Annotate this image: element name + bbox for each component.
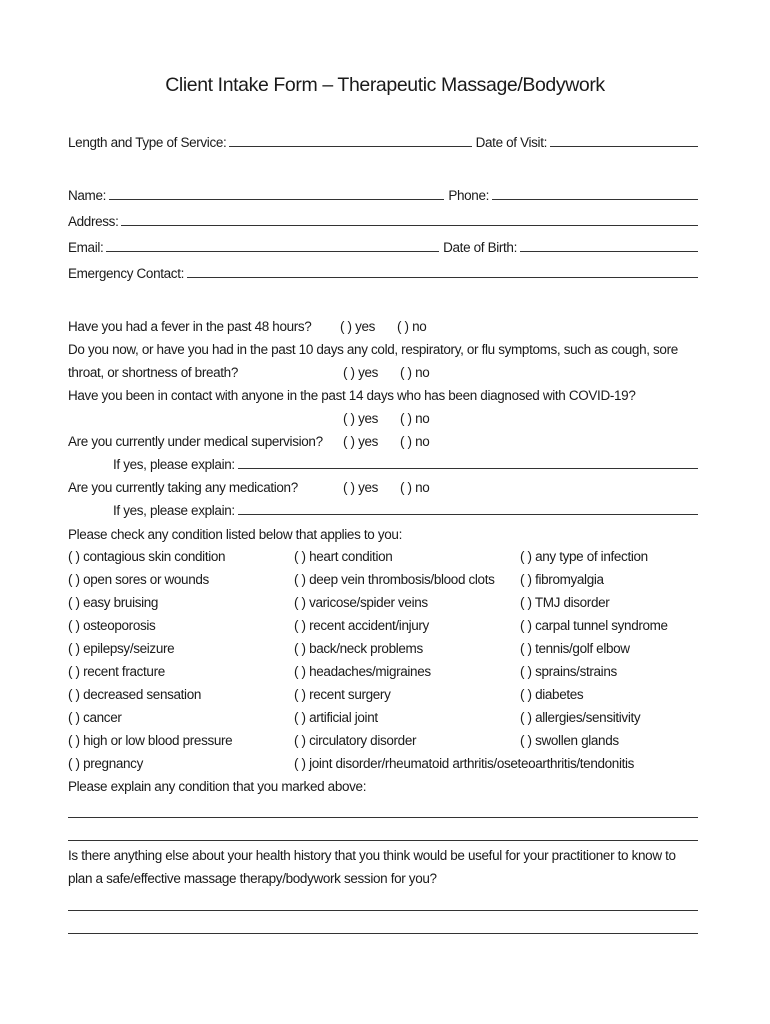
condition-item[interactable]: ( ) recent fracture bbox=[68, 664, 165, 679]
service-field[interactable] bbox=[229, 134, 471, 147]
supervision-question: Are you currently under medical supervision? bbox=[68, 434, 323, 449]
fever-question: Have you had a fever in the past 48 hours? bbox=[68, 319, 312, 334]
condition-item[interactable]: ( ) decreased sensation bbox=[68, 687, 202, 702]
condition-item[interactable]: ( ) back/neck problems bbox=[294, 641, 423, 656]
medication-explain-label: If yes, please explain: bbox=[113, 503, 235, 518]
fever-yes-option[interactable]: ( ) yes bbox=[340, 319, 376, 334]
emergency-field[interactable] bbox=[187, 265, 698, 278]
condition-item[interactable]: ( ) swollen glands bbox=[520, 733, 619, 748]
condition-item[interactable]: ( ) joint disorder/rheumatoid arthritis/oseteoarthritis/tendonitis bbox=[294, 756, 635, 771]
symptoms-question-cont: throat, or shortness of breath? bbox=[68, 365, 239, 380]
condition-item[interactable]: ( ) fibromyalgia bbox=[520, 572, 604, 587]
condition-item[interactable]: ( ) contagious skin condition bbox=[68, 549, 226, 564]
name-field[interactable] bbox=[109, 187, 444, 200]
dob-field[interactable] bbox=[520, 239, 698, 252]
address-row bbox=[68, 213, 698, 229]
phone-field[interactable] bbox=[492, 187, 698, 200]
symptoms-yes-option[interactable]: ( ) yes bbox=[343, 365, 379, 380]
health-history-line-2[interactable] bbox=[68, 933, 698, 934]
covid-no-option[interactable]: ( ) no bbox=[400, 411, 430, 426]
covid-yes-option[interactable]: ( ) yes bbox=[343, 411, 379, 426]
service-row bbox=[68, 134, 698, 150]
condition-item[interactable]: ( ) pregnancy bbox=[68, 756, 143, 771]
condition-item[interactable]: ( ) easy bruising bbox=[68, 595, 159, 610]
name-label: Name: bbox=[68, 188, 107, 203]
condition-item[interactable]: ( ) carpal tunnel syndrome bbox=[520, 618, 668, 633]
visit-date-field[interactable] bbox=[550, 134, 698, 147]
medication-explain-row bbox=[113, 502, 698, 518]
explain-conditions-line-2[interactable] bbox=[68, 840, 698, 841]
condition-item[interactable]: ( ) epilepsy/seizure bbox=[68, 641, 175, 656]
medication-explain-field[interactable] bbox=[238, 502, 698, 515]
health-history-line-1[interactable] bbox=[68, 910, 698, 911]
email-field[interactable] bbox=[106, 239, 439, 252]
email-row bbox=[68, 239, 698, 255]
condition-item[interactable]: ( ) headaches/migraines bbox=[294, 664, 431, 679]
condition-item[interactable]: ( ) sprains/strains bbox=[520, 664, 617, 679]
visit-date-label: Date of Visit: bbox=[475, 135, 547, 150]
medication-no-option[interactable]: ( ) no bbox=[400, 480, 430, 495]
supervision-no-option[interactable]: ( ) no bbox=[400, 434, 430, 449]
email-label: Email: bbox=[68, 240, 104, 255]
health-history-prompt: Is there anything else about your health history that you think would be useful for your practitioner to know to bbox=[68, 848, 676, 863]
condition-item[interactable]: ( ) TMJ disorder bbox=[520, 595, 610, 610]
condition-item[interactable]: ( ) varicose/spider veins bbox=[294, 595, 428, 610]
condition-item[interactable]: ( ) recent surgery bbox=[294, 687, 391, 702]
medication-question: Are you currently taking any medication? bbox=[68, 480, 298, 495]
condition-item[interactable]: ( ) cancer bbox=[68, 710, 122, 725]
service-label: Length and Type of Service: bbox=[68, 135, 227, 150]
supervision-yes-option[interactable]: ( ) yes bbox=[343, 434, 379, 449]
explain-conditions-line-1[interactable] bbox=[68, 817, 698, 818]
form-title: Client Intake Form – Therapeutic Massage/Bodywork bbox=[165, 74, 605, 96]
address-field[interactable] bbox=[121, 213, 698, 226]
name-row bbox=[68, 187, 698, 203]
supervision-explain-field[interactable] bbox=[238, 456, 698, 469]
condition-item[interactable]: ( ) open sores or wounds bbox=[68, 572, 209, 587]
supervision-explain-label: If yes, please explain: bbox=[113, 457, 235, 472]
explain-conditions-prompt: Please explain any condition that you marked above: bbox=[68, 779, 367, 794]
condition-item[interactable]: ( ) tennis/golf elbow bbox=[520, 641, 630, 656]
covid-question: Have you been in contact with anyone in the past 14 days who has been diagnosed with COVID-19? bbox=[68, 388, 636, 403]
fever-no-option[interactable]: ( ) no bbox=[397, 319, 427, 334]
symptoms-question: Do you now, or have you had in the past 10 days any cold, respiratory, or flu symptoms, such as cough, sore bbox=[68, 342, 678, 357]
condition-item[interactable]: ( ) allergies/sensitivity bbox=[520, 710, 641, 725]
health-history-prompt-cont: plan a safe/effective massage therapy/bodywork session for you? bbox=[68, 871, 437, 886]
condition-item[interactable]: ( ) artificial joint bbox=[294, 710, 378, 725]
condition-item[interactable]: ( ) heart condition bbox=[294, 549, 393, 564]
emergency-label: Emergency Contact: bbox=[68, 266, 185, 281]
phone-label: Phone: bbox=[448, 188, 489, 203]
condition-item[interactable]: ( ) recent accident/injury bbox=[294, 618, 429, 633]
emergency-row bbox=[68, 265, 698, 281]
conditions-intro: Please check any condition listed below that applies to you: bbox=[68, 527, 402, 542]
supervision-explain-row bbox=[113, 456, 698, 472]
condition-item[interactable]: ( ) diabetes bbox=[520, 687, 584, 702]
condition-item[interactable]: ( ) osteoporosis bbox=[68, 618, 156, 633]
address-label: Address: bbox=[68, 214, 119, 229]
medication-yes-option[interactable]: ( ) yes bbox=[343, 480, 379, 495]
condition-item[interactable]: ( ) high or low blood pressure bbox=[68, 733, 233, 748]
condition-item[interactable]: ( ) circulatory disorder bbox=[294, 733, 417, 748]
condition-item[interactable]: ( ) deep vein thrombosis/blood clots bbox=[294, 572, 495, 587]
condition-item[interactable]: ( ) any type of infection bbox=[520, 549, 648, 564]
symptoms-no-option[interactable]: ( ) no bbox=[400, 365, 430, 380]
dob-label: Date of Birth: bbox=[443, 240, 517, 255]
